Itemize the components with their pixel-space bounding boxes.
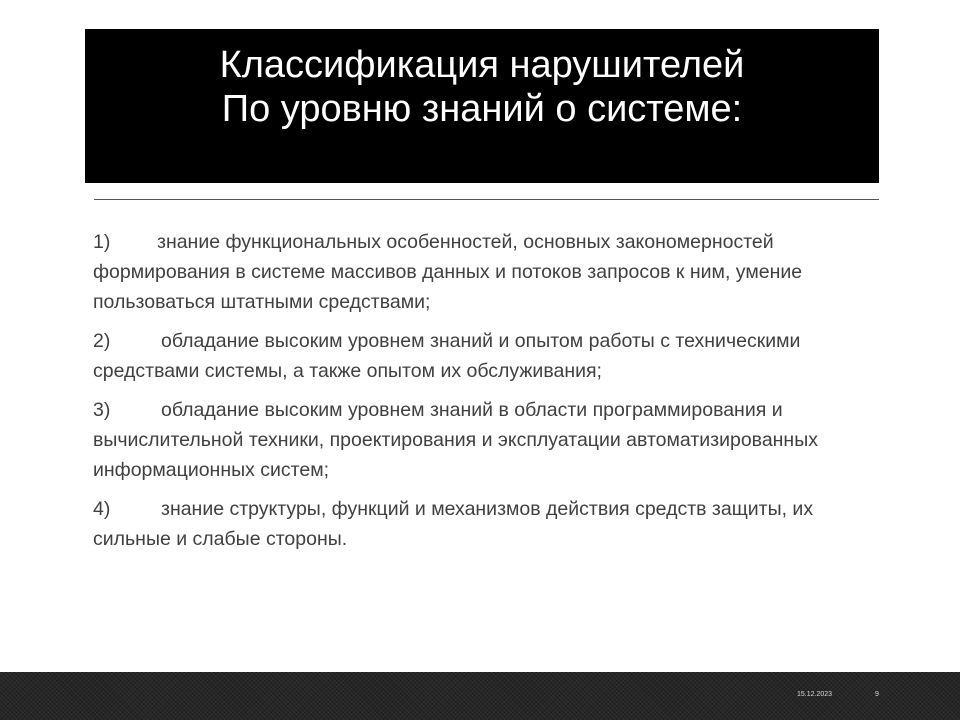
- list-item-2: [93, 326, 888, 386]
- list-item-1: [93, 227, 888, 317]
- list-item-3: [93, 395, 888, 485]
- list-item-4: [93, 494, 888, 554]
- footer-date: 15.12.2023: [797, 691, 833, 698]
- list-item-text: знание функциональных особенностей, основных закономерностей формирования в системе массивов данных и потоков запросов к ним, умение пользоваться штатными средствами;: [93, 231, 803, 313]
- title-line-1: Классификация нарушителей: [219, 44, 745, 86]
- list-item-text: знание структуры, функций и механизмов действия средств защиты, их сильные и слабые стороны.: [93, 498, 814, 550]
- list-item-text: обладание высоким уровнем знаний и опытом работы с техническими средствами системы, а также опытом их обслуживания;: [93, 330, 801, 382]
- list-item-number: 2): [93, 330, 111, 352]
- list-item-number: 1): [93, 231, 111, 253]
- slide-content: [93, 227, 888, 563]
- list-item-text: обладание высоким уровнем знаний в области программирования и вычислительной техники, проектирования и эксплуатации автоматизированных информационных систем;: [93, 399, 818, 481]
- slide-footer: [0, 672, 960, 720]
- list-item-number: 3): [93, 399, 111, 421]
- title-line-2: По уровню знаний о системе:: [221, 88, 743, 130]
- title-box: [85, 29, 879, 183]
- footer-page-number: 9: [875, 691, 879, 698]
- list-item-number: 4): [93, 498, 111, 520]
- title-divider: [94, 199, 879, 200]
